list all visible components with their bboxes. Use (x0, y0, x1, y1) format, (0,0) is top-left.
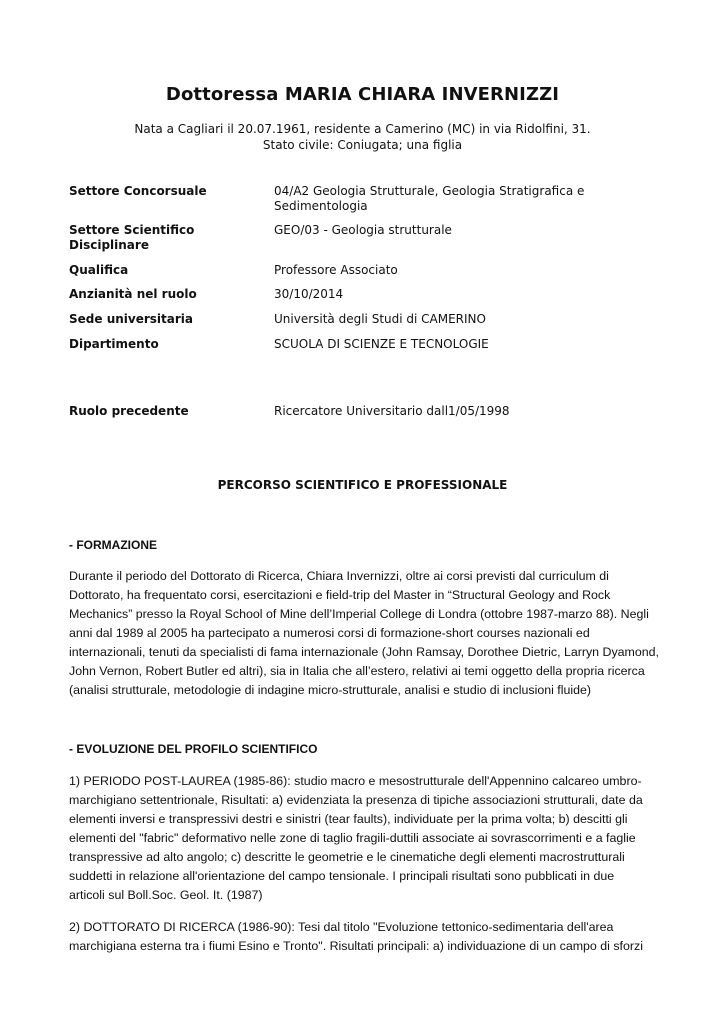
info-value (274, 184, 634, 214)
paragraph-line: elementi del "fabric" deformativo nelle zone di taglio fragili-duttili associate ai sovrascorrimenti e a faglie (69, 831, 636, 845)
info-label (69, 223, 259, 253)
paragraph-line: anni dal 1989 al 2005 ha partecipato a numerosi corsi di formazione-short courses nazionali ed (69, 626, 590, 640)
paragraph-line: Dottorato, ha frequentato corsi, esercitazioni e field-trip del Master in “Structural Geology and Rock (69, 588, 611, 602)
paragraph-line: Durante il periodo del Dottorato di Ricerca, Chiara Invernizzi, oltre ai corsi previsti dal curriculum di (69, 569, 609, 583)
paragraph-line: Mechanics” presso la Royal School of Mine dell’Imperial College di Londra (ottobre 1987-marzo 88). Negli (69, 607, 649, 621)
info-label-line: Disciplinare (69, 238, 149, 252)
info-label: Ruolo precedente (69, 404, 189, 418)
paragraph-line: (analisi strutturale, metodologie di indagine micro-strutturale, analisi e studio di inclusioni fluide) (69, 683, 592, 697)
document-title: Dottoressa MARIA CHIARA INVERNIZZI (165, 84, 560, 105)
personal-info (0, 121, 725, 153)
info-label: Dipartimento (69, 337, 159, 351)
info-value: Università degli Studi di CAMERINO (274, 312, 486, 326)
birth-residence-line: Nata a Cagliari il 20.07.1961, residente a Camerino (MC) in via Ridolfini, 31. (134, 122, 591, 136)
info-value: 30/10/2014 (274, 287, 344, 301)
evoluzione-paragraph-1 (69, 772, 659, 905)
paragraph-line: 2) DOTTORATO DI RICERCA (1986-90): Tesi dal titolo "Evoluzione tettonico-sedimentaria dell'area (69, 920, 614, 934)
info-value-line: Sedimentologia (274, 199, 368, 213)
info-label: Anzianità nel ruolo (69, 287, 197, 301)
evoluzione-heading: - EVOLUZIONE DEL PROFILO SCIENTIFICO (69, 742, 318, 756)
paragraph-line: marchigiana esterna tra i fiumi Esino e Tronto". Risultati principali: a) individuazione di un campo di sforzi (69, 939, 643, 953)
info-value: GEO/03 - Geologia strutturale (274, 223, 452, 237)
formazione-heading: - FORMAZIONE (69, 538, 157, 552)
info-value: Ricercatore Universitario dall1/05/1998 (274, 404, 510, 418)
info-label: Settore Concorsuale (69, 184, 207, 198)
paragraph-line: John Vernon, Robert Butler ed altri), sia in Italia che all’estero, relativi ai temi oggetto della propria ricerca (69, 664, 645, 678)
paragraph-line: marchigiano settentrionale, Risultati: a) evidenziata la presenza di tipiche associazioni strutturali, date da (69, 793, 643, 807)
section-title: PERCORSO SCIENTIFICO E PROFESSIONALE (217, 478, 508, 492)
evoluzione-paragraph-2 (69, 918, 659, 956)
info-value: Professore Associato (274, 263, 398, 277)
paragraph-line: suddetti in relazione all'orientazione del campo tensionale. I principali risultati sono pubblicati in due (69, 869, 615, 883)
info-label: Sede universitaria (69, 312, 193, 326)
info-value: SCUOLA DI SCIENZE E TECNOLOGIE (274, 337, 489, 351)
civil-status-line: Stato civile: Coniugata; una figlia (262, 138, 463, 152)
info-value-line: 04/A2 Geologia Strutturale, Geologia Stratigrafica e (274, 184, 585, 198)
paragraph-line: internazionali, tenuti da specialisti di fama internazionale (John Ramsay, Dorothee Dietric, Larryn Dyamond, (69, 645, 659, 659)
paragraph-line: transpressive ad alto angolo; c) descritte le geometrie e le cinematiche degli elementi macrostrutturali (69, 850, 625, 864)
paragraph-line: 1) PERIODO POST-LAUREA (1985-86): studio macro e mesostrutturale dell'Appennino calcareo umbro- (69, 774, 642, 788)
paragraph-line: elementi inversi e transpressivi destri e sinistri (tear faults), individuate per la prima volta; b) descitti gli (69, 812, 628, 826)
formazione-paragraph (69, 567, 659, 700)
info-label-line: Settore Scientifico (69, 223, 195, 237)
info-label: Qualifica (69, 263, 129, 277)
paragraph-line: articoli sul Boll.Soc. Geol. It. (1987) (69, 888, 263, 902)
